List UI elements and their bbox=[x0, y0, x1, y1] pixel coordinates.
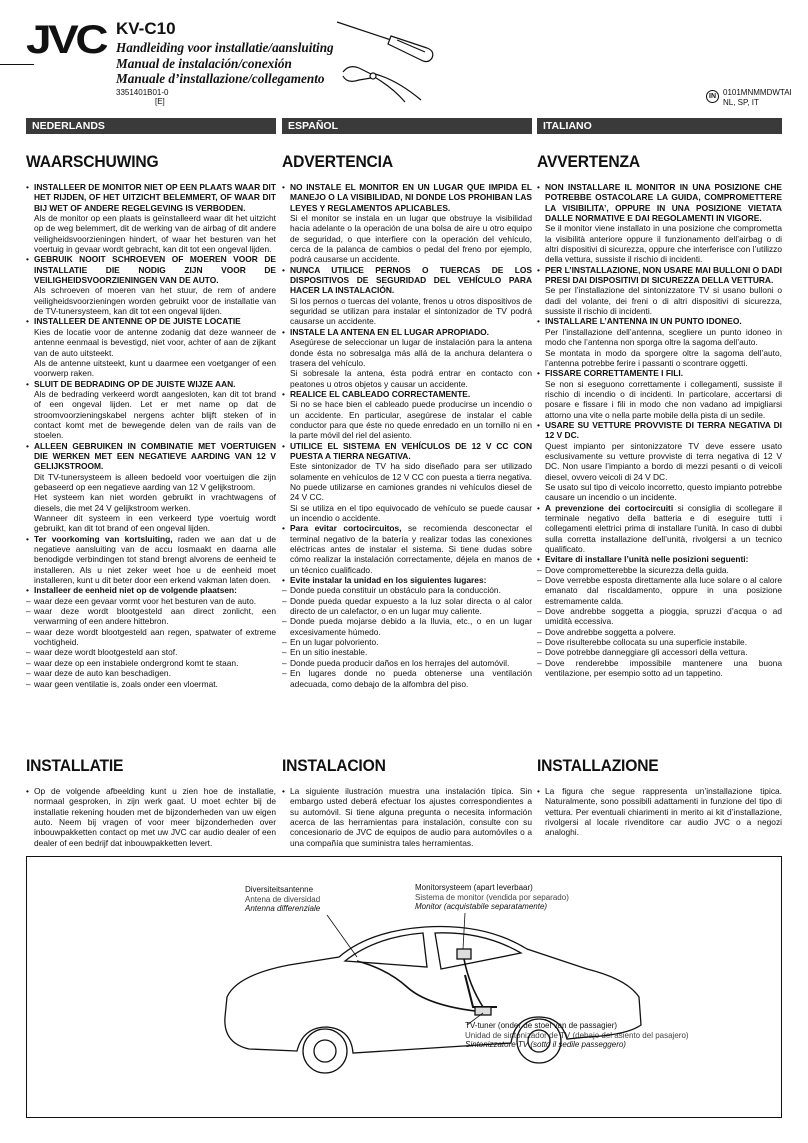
warning-item-head: ALLEEN GEBRUIKEN IN COMBINATIE MET VOERTUIGEN DIE WERKEN MET EEN NEGATIEVE AARDING VAN 12 V GELIJKSTROOM. bbox=[34, 440, 276, 472]
warning-item-body: Si no se hace bien el cableado puede producirse un incendio o un accidente. En particular, asegúrese de instalar el cable conductor para que éste no quede enredado en un tornillo ni en la parte móvil del riel del asiento. bbox=[290, 399, 532, 441]
warning-item: • NUNCA UTILICE PERNOS O TUERCAS DE LOS DISPOSITIVOS DE SEGURIDAD DEL VEHÍCULO PARA HACER LA INSTALACIÓN. Si los pernos o tuercas del volante, frenos u otros dispositivos de seguridad se utilizan para instalar el sintonizador de TV podrá causarse un accidente. bbox=[282, 264, 532, 327]
place-item: – waar deze een gevaar vormt voor het besturen van de auto. bbox=[26, 595, 257, 606]
install-text-it: • La figura che segue rappresenta un’installazione tipica. Naturalmente, sono possibili adattamenti in funzione del tipo di vettura. Per eventuali chiarimenti in merito ai kit d’installazione, rivolgersi al locale rivenditore car audio JVC o a negozi analoghi. bbox=[537, 786, 782, 838]
lang-bar-nl: NEDERLANDS bbox=[26, 118, 276, 134]
label-monitor: Monitorsysteem (apart leverbaar) Sistema de monitor (vendida por separado) Monitor (acquistabile separatamente) bbox=[415, 883, 569, 912]
warning-item: • INSTALLARE L’ANTENNA IN UN PUNTO IDONEO. Per l’installazione dell’antenna, scegliere un punto idoneo in modo che l’antenna non sporga oltre la sagoma dell’auto. Se montata in modo da sporgere oltre la sagoma dell’auto, l’antenna potrebbe ferire i passanti o scontrare oggetti. bbox=[537, 316, 782, 368]
doc-region: [E] bbox=[155, 97, 165, 106]
warning-nl bbox=[26, 152, 276, 689]
warning-title-it: AVVERTENZA bbox=[537, 152, 641, 171]
warning-item-head: NON INSTALLARE IL MONITOR IN UNA POSIZIONE CHE POTREBBE OSTACOLARE LA GUIDA, COMPROMETTERE LA VISIBILITA’, OPPURE IN UNA POSIZIONE VIETATA DALLE NORMATIVE E DAI REGOLAMENTI IN VIGORE. bbox=[545, 182, 782, 224]
screwdriver-icon bbox=[337, 22, 433, 62]
place-item: – Dove renderebbe impossibile mantenere una buona ventilazione, per esempio sotto ad un tappetino. bbox=[537, 657, 782, 679]
warning-item-head: INSTALLEER DE ANTENNE OP DE JUISTE LOCATIE bbox=[34, 316, 241, 327]
title-it: Manuale d’installazione/collegamento bbox=[116, 71, 325, 86]
warning-item-head: A prevenzione dei cortocircuiti bbox=[545, 502, 674, 513]
warning-item: • Installeer de eenheid niet op de volgende plaatsen: bbox=[26, 585, 237, 596]
title-es: Manual de instalación/conexión bbox=[116, 55, 292, 71]
warning-list-it bbox=[537, 182, 782, 679]
place-item: – Donde pueda mojarse debido a la lluvia, etc., o en un lugar excesivamente húmedo. bbox=[282, 616, 532, 637]
model-number: KV-C10 bbox=[116, 19, 176, 38]
install-it bbox=[537, 756, 782, 838]
warning-item: • FISSARE CORRETTAMENTE I FILI. Se non si eseguono correttamente i collegamenti, sussiste il rischio di incendio o di incidenti. In particolare, accertarsi di posare e fissare i fili in modo che non vadano ad impigliarsi attorno una vite o nella parte mobile della pista di un sedile. bbox=[537, 368, 782, 420]
warning-item-body: Het systeem kan niet worden gebruikt in vrachtwagens of diesels, die met 24 V gelijkstroom werken. bbox=[34, 492, 276, 513]
manual-titles bbox=[116, 40, 334, 87]
car-illustration bbox=[27, 857, 783, 1119]
pliers-icon bbox=[343, 67, 421, 102]
warning-item-head: Evite instalar la unidad en los siguientes lugares: bbox=[290, 575, 487, 586]
side-window-icon bbox=[435, 933, 521, 969]
place-item: – waar deze wordt blootgesteld aan direct zonlicht, een verwarming of een andere hittebron. bbox=[26, 606, 276, 627]
tools-illustration bbox=[335, 16, 455, 104]
warning-item: • ALLEEN GEBRUIKEN IN COMBINATIE MET VOERTUIGEN DIE WERKEN MET EEN NEGATIEVE AARDING VAN 12 V GELIJKSTROOM. Dit TV-tunersysteem is alleen bedoeld voor voertuigen die zijn gebaseerd op een negatieve aarding van 12 V gelijkstroom. Het systeem kan niet worden gebruikt in vrachtwagens of diesels, die met 24 V gelijkstroom werken. Wanneer dit systeem in een verkeerd type voertuig wordt gebruikt, kan dit tot brand of een ongeval lijden. bbox=[26, 440, 276, 534]
car-body-icon bbox=[225, 926, 641, 1053]
place-item: – Donde pueda quedar expuesto a la luz solar directa o al calor directo de un calefactor, o en un lugar muy caliente. bbox=[282, 595, 532, 617]
label-antenna: Diversiteitsantenne Antena de diversidad Antenna differenziale bbox=[245, 885, 321, 914]
warning-item-body: Per l’installazione dell’antenna, scegliere un punto idoneo in modo che l’antenna non sporga oltre la sagoma dell’auto. bbox=[545, 326, 782, 348]
place-item: – Dove potrebbe danneggiare gli accessori della vettura. bbox=[537, 647, 748, 658]
install-text-es: • La siguiente ilustración muestra una instalación típica. Sin embargo usted deberá efectuar los ajustes correspondientes a su automóvil. Si tiene alguna pregunta o necesita información acerca de las herramientas para instalación, consulte con su concesionario de JVC de equipos de audio para automóviles o a una compañía que suministra tales herramientas. bbox=[282, 786, 532, 848]
warning-item-body: Als schroeven of moeren van het stuur, de rem of andere veiligheidsvoorzieningen worden gebruikt voor de installatie van de TV-tunersysteem, kan dit tot een ongeval lijden. bbox=[34, 285, 276, 317]
lang-bar-es: ESPAÑOL bbox=[282, 118, 532, 134]
warning-item: • Evitare di installare l’unità nelle posizioni seguenti: bbox=[537, 554, 749, 565]
place-item: – waar deze wordt blootgesteld aan regen, spatwater of extreme vochtigheid. bbox=[26, 626, 276, 648]
warning-item-body: Se per l’installazione del sintonizzatore TV si usano bulloni o dadi del volante, dei freni o di altri dispositivi di sicurezza, sussiste il rischio di incidenti. bbox=[545, 285, 782, 317]
warning-item-head: GEBRUIK NOOIT SCHROEVEN OF MOEREN VOOR DE INSTALLATIE DIE NODIG ZIJN VOOR DE VEILIGHEIDSVOORZIENINGEN VAN DE AUTO. bbox=[34, 254, 276, 286]
warning-item-head: REALICE EL CABLEADO CORRECTAMENTE. bbox=[290, 388, 471, 399]
warning-item-body: Wanneer dit systeem in een verkeerd type voertuig wordt gebruikt, kan dit tot brand of een ongeval lijden. bbox=[34, 513, 276, 534]
warning-item-body: Dit TV-tunersysteem is alleen bedoeld voor voertuigen die zijn gebaseerd op een negatieve aarding van 12 V gelijkstroom. bbox=[34, 471, 276, 492]
place-item: – En un lugar polvoriento. bbox=[282, 637, 379, 648]
warning-item: • SLUIT DE BEDRADING OP DE JUISTE WIJZE AAN. Als de bedrading verkeerd wordt aangesloten, kan dit tot brand of een ongeval lijden. Let er met name op dat de stroomvoorzieningskabel nergens achter blijft steken of in contact komt met de bewegende delen van de rails van de stoelen. bbox=[26, 378, 276, 441]
warning-item-head: INSTALE LA ANTENA EN EL LUGAR APROPIADO. bbox=[290, 326, 489, 337]
warning-item-body: si consiglia di scollegare il terminale negativo della batteria e di eseguire tutti i collegamenti elettrici prima di installare l’unità. In caso di dubbi sulla corretta installazione dell’unità, rivolgersi a un tecnico qualificato. bbox=[545, 502, 782, 555]
warning-item: • Para evitar cortocircuitos, se recomienda desconectar el terminal negativo de la batería y realizar todas las conexiones eléctricas antes de instalar el sistema. Si tiene dudas sobre cómo realizar la instalación correctamente, déjela en manos de un técnico cualificado. bbox=[282, 523, 532, 575]
warning-item-body: raden we aan dat u de negatieve aansluiting van de accu losmaakt en daarna alle benodigde verbindingen tot stand brengt alvorens de eenheid te installeren. Als u niet zeker weet hoe u de eenheid moet installeren, kunt u dit beter door een erkend vakman laten doen. bbox=[34, 533, 276, 586]
warning-item-body: Este sintonizador de TV ha sido diseñado para ser utilizado solamente en vehículos de 12 V CC con puesta a tierra negativa. No puede utilizarse en camiones grandes ni vehículos diesel de 24 V CC. bbox=[290, 461, 532, 503]
place-item: – Donde pueda producir daños en los herrajes del automóvil. bbox=[282, 657, 510, 668]
label-tuner: TV-tuner (onder de stoel van de passagier) Unidad de sintonizador de TV (debajo del asiento del pasajero) Sintonizzatore TV (sotto il sedile passeggero) bbox=[465, 1021, 689, 1050]
warning-item-head: Evitare di installare l’unità nelle posizioni seguenti: bbox=[545, 554, 749, 565]
warning-item-body: Se il monitor viene installato in una posizione che comprometta la visibilità anteriore oppure il funzionamento dell’airbag o di altri dispositivi di sicurezza, oppure che interferisce con l’utilizzo della vettura, sussiste il rischio di incidenti. bbox=[545, 223, 782, 265]
warning-item: • Ter voorkoming van kortsluiting, raden we aan dat u de negatieve aansluiting van de accu losmaakt en daarna alle benodigde verbindingen tot stand brengt alvorens de eenheid te installeren. Als u niet zeker weet hoe u de eenheid moet installeren, kunt u dit beter door een erkend vakman laten doen. bbox=[26, 533, 276, 586]
warning-item-body: Si el monitor se instala en un lugar que obstruye la visibilidad hacia adelante o la operación de una bolsa de aire u otro equipo de seguridad, o que interfiere con la operación del vehículo, cerca de la palanca de cambios o pedal del freno por ejemplo, podrá causarse un accidente. bbox=[290, 213, 532, 265]
warning-item-head: PER L’INSTALLAZIONE, NON USARE MAI BULLONI O DADI PRESI DAI DISPOSITIVI DI SICUREZZA DELLA VETTURA. bbox=[545, 264, 782, 286]
warning-item: • INSTALLEER DE MONITOR NIET OP EEN PLAATS WAAR DIT HET RIJDEN, OF HET UITZICHT BELEMMERT, OF WAAR DIT BIJ WET OF ANDERE REGELGEVING IS VERBODEN. Als de monitor op een plaats is geïnstalleerd waar dit het uitzicht op de weg belemmert, dit de werking van de airbag of dit andere veiligheidsvoorzieningen hindert, of waar het besturen van het voertuig in gevaar wordt gebracht, kan dit tot een ongeval lijden. bbox=[26, 182, 276, 255]
warning-item: • A prevenzione dei cortocircuiti si consiglia di scollegare il terminale negativo della batteria e di eseguire tutti i collegamenti elettrici prima di installare l’unità. In caso di dubbi sulla corretta installazione dell’unità, rivolgersi a un tecnico qualificato. bbox=[537, 502, 782, 555]
front-wheel-icon bbox=[517, 1019, 561, 1063]
warning-item-head: SLUIT DE BEDRADING OP DE JUISTE WIJZE AAN. bbox=[34, 378, 236, 389]
warning-item-body: se recomienda desconectar el terminal negativo de la batería y realizar todas las conexiones eléctricas antes de instalar el sistema. Si tiene dudas sobre cómo realizar la instalación correctamente, déjela en manos de un técnico cualificado. bbox=[290, 523, 532, 575]
warning-item: • UTILICE EL SISTEMA EN VEHÍCULOS DE 12 V CC CON PUESTA A TIERRA NEGATIVA. Este sintonizador de TV ha sido diseñado para ser utilizado solamente en vehículos de 12 V CC con puesta a tierra negativa. No puede utilizarse en camiones grandes ni vehículos diesel de 24 V CC. Si se utiliza en el tipo equivocado de vehículo se puede causar un incendio o accidente. bbox=[282, 440, 532, 523]
monitor-unit-icon bbox=[457, 949, 471, 959]
warning-item: • GEBRUIK NOOIT SCHROEVEN OF MOEREN VOOR DE INSTALLATIE DIE NODIG ZIJN VOOR DE VEILIGHEIDSVOORZIENINGEN VAN DE AUTO. Als schroeven of moeren van het stuur, de rem of andere veiligheidsvoorzieningen worden gebruikt voor de installatie van de TV-tunersysteem, kan dit tot een ongeval lijden. bbox=[26, 254, 276, 317]
warning-item: • REALICE EL CABLEADO CORRECTAMENTE. Si no se hace bien el cableado puede producirse un incendio o un accidente. En particular, asegúrese de instalar el cable conductor para que éste no quede enredado en un tornillo ni en la parte móvil del riel del asiento. bbox=[282, 388, 532, 441]
warning-item-body: Kies de locatie voor de antenne zodanig dat deze wanneer de antenne eenmaal is bevestigd, niet voor, achter of aan de zijkant van de auto uitsteekt. bbox=[34, 326, 276, 358]
warning-item-head: Para evitar cortocircuitos, bbox=[290, 523, 402, 534]
tuner-unit-icon bbox=[475, 1007, 491, 1015]
install-title-es: INSTALACION bbox=[282, 756, 386, 775]
warning-list-es bbox=[282, 182, 532, 689]
place-item: – Dove comprometterebbe la sicurezza della guida. bbox=[537, 564, 729, 575]
lang-bar-it: ITALIANO bbox=[537, 118, 782, 134]
place-item: – Dove verrebbe esposta direttamente alla luce solare o al calore emanato dal riscaldamento, oppure in una posizione estremamente calda. bbox=[537, 575, 782, 606]
warning-title-nl: WAARSCHUWING bbox=[26, 152, 159, 171]
title-nl: Handleiding voor installatie/aansluiting bbox=[116, 40, 334, 55]
doc-number: 3351401B01-0 bbox=[116, 88, 169, 97]
warning-item: • INSTALLEER DE ANTENNE OP DE JUISTE LOCATIE Kies de locatie voor de antenne zodanig dat deze wanneer de antenne eenmaal is bevestigd, niet voor, achter of aan de zijkant van de auto uitsteekt. Als de antenne uitsteekt, kunt u daarmee een voetganger of een voorwerp raken. bbox=[26, 316, 276, 379]
install-nl bbox=[26, 756, 276, 848]
warning-item-body: Als de monitor op een plaats is geïnstalleerd waar dit het uitzicht op de weg belemmert, dit de werking van de airbag of dit andere veiligheidsvoorzieningen hindert, of waar het besturen van het voertuig in gevaar wordt gebracht, kan dit tot een ongeval lijden. bbox=[34, 213, 276, 255]
warning-item-head: INSTALLARE L’ANTENNA IN UN PUNTO IDONEO. bbox=[545, 316, 742, 327]
jvc-logo: JVC bbox=[26, 18, 106, 62]
warning-item-body: Si sobresale la antena, ésta podrá entrar en contacto con peatones u otros objetos y causar un accidente. bbox=[290, 368, 532, 389]
print-code-line1: 0101MNMMDWTAI bbox=[723, 88, 792, 97]
place-item: – waar deze wordt blootgesteld aan stof. bbox=[26, 647, 178, 658]
warning-item-body: Se usato sul tipo di veicolo incorretto, questo impianto potrebbe causare un incendio o un incidente. bbox=[545, 481, 782, 503]
header-rule bbox=[0, 64, 34, 65]
install-title-nl: INSTALLATIE bbox=[26, 756, 124, 775]
warning-item: • NO INSTALE EL MONITOR EN UN LUGAR QUE IMPIDA EL MANEJO O LA VISIBILIDAD, NI DONDE LOS PROHIBAN LAS LEYES Y REGLAMENTOS APLICABLES. Si el monitor se instala en un lugar que obstruye la visibilidad hacia adelante o la operación de una bolsa de aire u otro equipo de seguridad, o que interfiere con la operación del vehículo, cerca de la palanca de cambios o pedal del freno por ejemplo, podrá causarse un accidente. bbox=[282, 182, 532, 265]
warning-list-nl bbox=[26, 182, 276, 689]
warning-item-head: NO INSTALE EL MONITOR EN UN LUGAR QUE IMPIDA EL MANEJO O LA VISIBILIDAD, NI DONDE LOS PROHIBAN LAS LEYES Y REGLAMENTOS APLICABLES. bbox=[290, 182, 532, 213]
warning-item-head: FISSARE CORRETTAMENTE I FILI. bbox=[545, 368, 684, 379]
place-item: – Dove andrebbe soggetta a polvere. bbox=[537, 626, 676, 637]
place-item: – En lugares donde no pueda obtenerse una ventilación adecuada, como debajo de la alfombra del piso. bbox=[282, 668, 532, 689]
warning-item-head: Installeer de eenheid niet op de volgende plaatsen: bbox=[34, 585, 237, 596]
warning-item-body: Als de bedrading verkeerd wordt aangesloten, kan dit tot brand of een ongeval lijden. Let er met name op dat de stroomvoorzieningskabel nergens achter blijft steken of in contact komt met de bewegende delen van de rails van de stoelen. bbox=[34, 388, 276, 441]
install-title-it: INSTALLAZIONE bbox=[537, 756, 659, 775]
warning-item-head: USARE SU VETTURE PROVVISTE DI TERRA NEGATIVA DI 12 V DC. bbox=[545, 419, 782, 441]
warning-item: • PER L’INSTALLAZIONE, NON USARE MAI BULLONI O DADI PRESI DAI DISPOSITIVI DI SICUREZZA DELLA VETTURA. Se per l’installazione del sintonizzatore TV si usano bulloni o dadi del volante, dei freni o di altri dispositivi di sicurezza, sussiste il rischio di incidenti. bbox=[537, 264, 782, 317]
print-code bbox=[723, 88, 792, 108]
warning-item-head: INSTALLEER DE MONITOR NIET OP EEN PLAATS WAAR DIT HET RIJDEN, OF HET UITZICHT BELEMMERT, OF WAAR DIT BIJ WET OF ANDERE REGELGEVING IS VERBODEN. bbox=[34, 182, 276, 213]
warning-es bbox=[282, 152, 532, 689]
warning-item: • NON INSTALLARE IL MONITOR IN UNA POSIZIONE CHE POTREBBE OSTACOLARE LA GUIDA, COMPROMETTERE LA VISIBILITA’, OPPURE IN UNA POSIZIONE VIETATA DALLE NORMATIVE E DAI REGOLAMENTI IN VIGORE. Se il monitor viene installato in una posizione che comprometta la visibilità anteriore oppure il funzionamento dell’airbag o di altri dispositivi di sicurezza, oppure che interferisce con l’utilizzo della vettura, sussiste il rischio di incidenti. bbox=[537, 182, 782, 265]
warning-item-body: Als de antenne uitsteekt, kunt u daarmee een voetganger of een voorwerp raken. bbox=[34, 357, 276, 379]
warning-item-body: Si se utiliza en el tipo equivocado de vehículo se puede causar un incendio o accidente. bbox=[290, 502, 532, 523]
warning-item: • Evite instalar la unidad en los siguientes lugares: bbox=[282, 575, 487, 586]
leader-monitor bbox=[463, 913, 465, 949]
install-es bbox=[282, 756, 532, 848]
warning-item-body: Se non si eseguono correttamente i collegamenti, sussiste il rischio di incendio o di incidenti. In particolare, accertarsi di posare e fissare i fili in modo che non vadano ad impigliarsi attorno una vite o nella parte mobile della pista di un sedile. bbox=[545, 378, 782, 420]
warning-item-head: UTILICE EL SISTEMA EN VEHÍCULOS DE 12 V CC CON PUESTA A TIERRA NEGATIVA. bbox=[290, 440, 532, 461]
warning-item-body: Quest impianto per sintonizzatore TV deve essere usato esclusivamente su vetture provviste di terra negativa di 12 V DC. Non usare l’impianto a bordo di mezzi pesanti o di veicoli diesel, ovvero veicoli di 24 V DC. bbox=[545, 440, 782, 482]
print-code-line2: NL, SP, IT bbox=[723, 98, 759, 107]
leader-antenna bbox=[327, 915, 357, 957]
warning-item-body: Asegúrese de seleccionar un lugar de instalación para la antena donde ésta no sobresalga más allá de la anchura delantera o trasera del vehículo. bbox=[290, 337, 532, 368]
place-item: – Donde pueda constituir un obstáculo para la conducción. bbox=[282, 585, 501, 596]
place-item: – waar deze de auto kan beschadigen. bbox=[26, 668, 171, 679]
antenna-cable-icon bbox=[357, 961, 475, 1011]
warning-item-head: Ter voorkoming van kortsluiting, bbox=[34, 533, 173, 544]
place-item: – Dove andrebbe soggetta a pioggia, spruzzi d’acqua o ad umidità eccessiva. bbox=[537, 606, 782, 627]
place-item: – waar deze op een instabiele ondergrond komt te staan. bbox=[26, 657, 239, 668]
region-badge: IN bbox=[706, 90, 719, 103]
warning-item-head: NUNCA UTILICE PERNOS O TUERCAS DE LOS DISPOSITIVOS DE SEGURIDAD DEL VEHÍCULO PARA HACER LA INSTALACIÓN. bbox=[290, 264, 532, 296]
warning-item: • USARE SU VETTURE PROVVISTE DI TERRA NEGATIVA DI 12 V DC. Quest impianto per sintonizzatore TV deve essere usato esclusivamente su vetture provviste di terra negativa di 12 V DC. Non usare l’impianto a bordo di mezzi pesanti o di veicoli diesel, ovvero veicoli di 24 V DC. Se usato sul tipo di veicolo incorretto, questo impianto potrebbe causare un incendio o un incidente. bbox=[537, 419, 782, 503]
installation-figure bbox=[26, 856, 782, 1118]
warning-item: • INSTALE LA ANTENA EN EL LUGAR APROPIADO. Asegúrese de seleccionar un lugar de instalación para la antena donde ésta no sobresalga más allá de la anchura delantera o trasera del vehículo. Si sobresale la antena, ésta podrá entrar en contacto con peatones u otros objetos y causar un accidente. bbox=[282, 326, 532, 389]
warning-it bbox=[537, 152, 782, 679]
install-text-nl: • Op de volgende afbeelding kunt u zien hoe de installatie, normaal gesproken, in zijn werk gaat. U moet echter bij de installatie rekening houden met de bijzonderheden van uw eigen auto. Neem bij vragen of voor meer bijzonderheden over inbouwpakketten contact op met uw JVC car audio dealer of een dealer of een bedrijf dat inbouwpakketten levert. bbox=[26, 786, 276, 848]
rear-wheel-icon bbox=[303, 1029, 347, 1073]
warning-item-body: Si los pernos o tuercas del volante, frenos u otros dispositivos de seguridad se utilizan para instalar el sintonizador de TV podrá causarse un accidente. bbox=[290, 295, 532, 327]
warning-item-body: Se montata in modo da sporgere oltre la sagoma dell’auto, l’antenna potrebbe ferire i passanti o scontrare oggetti. bbox=[545, 347, 782, 368]
place-item: – En un sitio inestable. bbox=[282, 647, 368, 658]
place-item: – Dove risulterebbe collocata su una superficie instabile. bbox=[537, 637, 748, 648]
place-item: – waar geen ventilatie is, zoals onder een vloermat. bbox=[26, 678, 218, 689]
warning-title-es: ADVERTENCIA bbox=[282, 152, 393, 171]
